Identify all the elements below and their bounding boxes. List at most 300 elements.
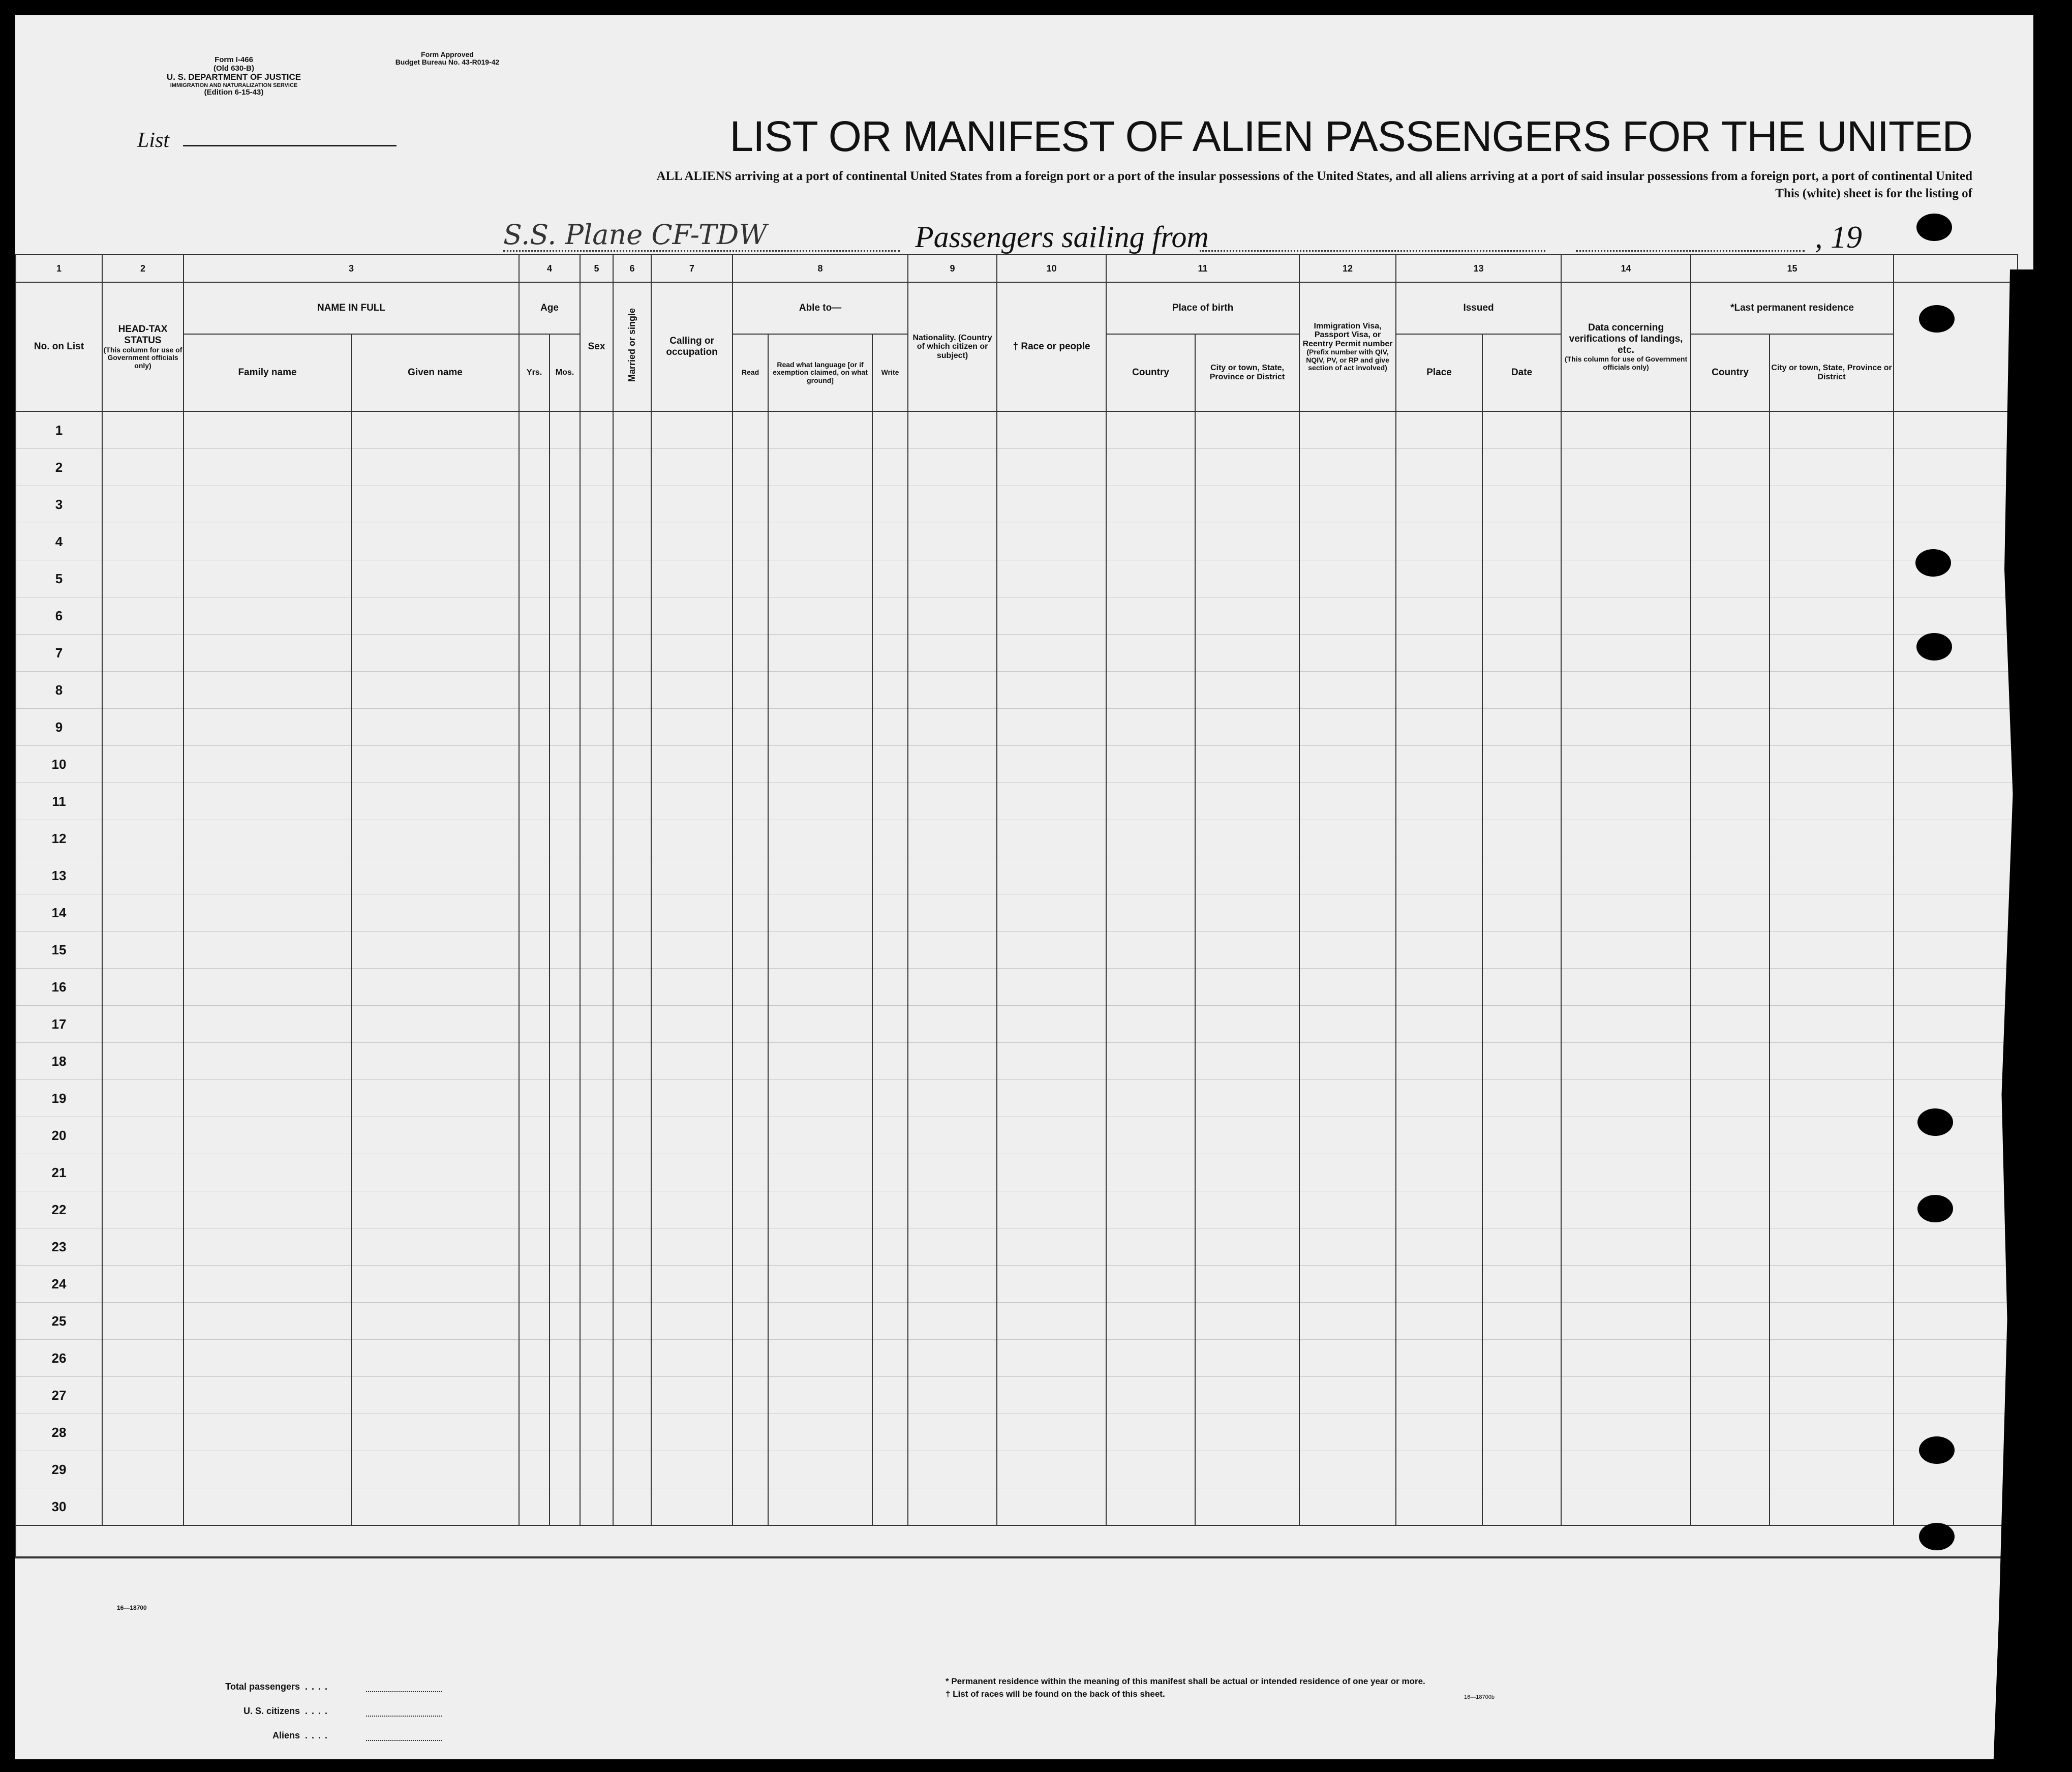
entry-cell[interactable] <box>550 1451 580 1488</box>
entry-cell[interactable] <box>580 1451 613 1488</box>
entry-cell[interactable] <box>1894 783 2018 820</box>
entry-cell[interactable] <box>1299 1303 1396 1340</box>
entry-cell[interactable] <box>1894 820 2018 857</box>
entry-cell[interactable] <box>908 1414 997 1451</box>
entry-cell[interactable] <box>768 1006 872 1043</box>
entry-cell[interactable] <box>519 1191 550 1228</box>
entry-cell[interactable] <box>102 1340 184 1377</box>
entry-cell[interactable] <box>550 1228 580 1266</box>
entry-cell[interactable] <box>1106 1191 1195 1228</box>
entry-cell[interactable] <box>1195 1117 1299 1154</box>
entry-cell[interactable] <box>1561 1340 1691 1377</box>
entry-cell[interactable] <box>872 1191 908 1228</box>
entry-cell[interactable] <box>351 560 519 597</box>
entry-cell[interactable] <box>651 783 733 820</box>
entry-cell[interactable] <box>1106 1154 1195 1191</box>
entry-cell[interactable] <box>1396 932 1482 969</box>
entry-cell[interactable] <box>733 1377 768 1414</box>
entry-cell[interactable] <box>1396 857 1482 894</box>
entry-cell[interactable] <box>872 486 908 523</box>
entry-cell[interactable] <box>1691 1266 1770 1303</box>
entry-cell[interactable] <box>1396 1154 1482 1191</box>
entry-cell[interactable] <box>768 523 872 560</box>
entry-cell[interactable] <box>997 560 1106 597</box>
entry-cell[interactable] <box>1299 1451 1396 1488</box>
entry-cell[interactable] <box>1691 820 1770 857</box>
entry-cell[interactable] <box>1770 560 1894 597</box>
entry-cell[interactable] <box>768 1414 872 1451</box>
entry-cell[interactable] <box>997 1414 1106 1451</box>
entry-cell[interactable] <box>908 597 997 635</box>
entry-cell[interactable] <box>102 932 184 969</box>
entry-cell[interactable] <box>351 597 519 635</box>
entry-cell[interactable] <box>997 746 1106 783</box>
entry-cell[interactable] <box>768 1228 872 1266</box>
entry-cell[interactable] <box>997 857 1106 894</box>
entry-cell[interactable] <box>1561 1414 1691 1451</box>
entry-cell[interactable] <box>1299 1340 1396 1377</box>
entry-cell[interactable] <box>1770 1117 1894 1154</box>
entry-cell[interactable] <box>1482 894 1561 932</box>
entry-cell[interactable] <box>519 1414 550 1451</box>
entry-cell[interactable] <box>872 857 908 894</box>
entry-cell[interactable] <box>184 932 351 969</box>
entry-cell[interactable] <box>184 746 351 783</box>
entry-cell[interactable] <box>1561 820 1691 857</box>
entry-cell[interactable] <box>997 1117 1106 1154</box>
entry-cell[interactable] <box>1299 523 1396 560</box>
entry-cell[interactable] <box>1770 894 1894 932</box>
entry-cell[interactable] <box>351 1377 519 1414</box>
entry-cell[interactable] <box>733 1488 768 1526</box>
entry-cell[interactable] <box>519 1080 550 1117</box>
entry-cell[interactable] <box>768 857 872 894</box>
entry-cell[interactable] <box>1482 1006 1561 1043</box>
entry-cell[interactable] <box>1561 523 1691 560</box>
entry-cell[interactable] <box>519 486 550 523</box>
entry-cell[interactable] <box>184 969 351 1006</box>
entry-cell[interactable] <box>613 635 651 672</box>
entry-cell[interactable] <box>1396 746 1482 783</box>
entry-cell[interactable] <box>651 449 733 486</box>
entry-cell[interactable] <box>613 1080 651 1117</box>
entry-cell[interactable] <box>1396 1043 1482 1080</box>
entry-cell[interactable] <box>1195 1377 1299 1414</box>
entry-cell[interactable] <box>1396 894 1482 932</box>
entry-cell[interactable] <box>1770 486 1894 523</box>
entry-cell[interactable] <box>1106 932 1195 969</box>
entry-cell[interactable] <box>1691 969 1770 1006</box>
entry-cell[interactable] <box>580 1303 613 1340</box>
list-number-field[interactable] <box>183 145 397 146</box>
entry-cell[interactable] <box>908 1006 997 1043</box>
entry-cell[interactable] <box>580 1006 613 1043</box>
entry-cell[interactable] <box>184 1340 351 1377</box>
entry-cell[interactable] <box>651 820 733 857</box>
entry-cell[interactable] <box>733 635 768 672</box>
entry-cell[interactable] <box>872 1080 908 1117</box>
entry-cell[interactable] <box>550 560 580 597</box>
entry-cell[interactable] <box>1106 1488 1195 1526</box>
entry-cell[interactable] <box>768 449 872 486</box>
entry-cell[interactable] <box>1894 560 2018 597</box>
entry-cell[interactable] <box>1770 857 1894 894</box>
entry-cell[interactable] <box>1561 672 1691 709</box>
entry-cell[interactable] <box>1482 560 1561 597</box>
entry-cell[interactable] <box>1482 1154 1561 1191</box>
entry-cell[interactable] <box>1691 672 1770 709</box>
entry-cell[interactable] <box>184 820 351 857</box>
entry-cell[interactable] <box>1195 1006 1299 1043</box>
entry-cell[interactable] <box>1195 894 1299 932</box>
entry-cell[interactable] <box>550 486 580 523</box>
entry-cell[interactable] <box>997 820 1106 857</box>
entry-cell[interactable] <box>580 894 613 932</box>
entry-cell[interactable] <box>550 1414 580 1451</box>
entry-cell[interactable] <box>1561 486 1691 523</box>
entry-cell[interactable] <box>1396 449 1482 486</box>
entry-cell[interactable] <box>872 1117 908 1154</box>
entry-cell[interactable] <box>1894 1451 2018 1488</box>
entry-cell[interactable] <box>580 1488 613 1526</box>
entry-cell[interactable] <box>733 597 768 635</box>
entry-cell[interactable] <box>1770 1266 1894 1303</box>
entry-cell[interactable] <box>184 709 351 746</box>
entry-cell[interactable] <box>651 1006 733 1043</box>
entry-cell[interactable] <box>519 560 550 597</box>
entry-cell[interactable] <box>519 597 550 635</box>
entry-cell[interactable] <box>733 1340 768 1377</box>
entry-cell[interactable] <box>733 560 768 597</box>
entry-cell[interactable] <box>1482 1340 1561 1377</box>
entry-cell[interactable] <box>1482 1303 1561 1340</box>
entry-cell[interactable] <box>1195 1451 1299 1488</box>
entry-cell[interactable] <box>1299 1080 1396 1117</box>
entry-cell[interactable] <box>1482 411 1561 449</box>
entry-cell[interactable] <box>768 597 872 635</box>
entry-cell[interactable] <box>1770 1488 1894 1526</box>
entry-cell[interactable] <box>1691 486 1770 523</box>
entry-cell[interactable] <box>1299 783 1396 820</box>
entry-cell[interactable] <box>613 783 651 820</box>
entry-cell[interactable] <box>613 894 651 932</box>
entry-cell[interactable] <box>1770 709 1894 746</box>
entry-cell[interactable] <box>733 857 768 894</box>
entry-cell[interactable] <box>519 1303 550 1340</box>
entry-cell[interactable] <box>1396 783 1482 820</box>
entry-cell[interactable] <box>1770 597 1894 635</box>
entry-cell[interactable] <box>872 746 908 783</box>
entry-cell[interactable] <box>613 1414 651 1451</box>
entry-cell[interactable] <box>1894 1340 2018 1377</box>
entry-cell[interactable] <box>1561 857 1691 894</box>
entry-cell[interactable] <box>997 523 1106 560</box>
entry-cell[interactable] <box>1561 1006 1691 1043</box>
entry-cell[interactable] <box>1561 1080 1691 1117</box>
entry-cell[interactable] <box>908 635 997 672</box>
entry-cell[interactable] <box>1195 1303 1299 1340</box>
entry-cell[interactable] <box>872 1006 908 1043</box>
entry-cell[interactable] <box>997 1154 1106 1191</box>
entry-cell[interactable] <box>519 1340 550 1377</box>
entry-cell[interactable] <box>102 1266 184 1303</box>
entry-cell[interactable] <box>1894 1266 2018 1303</box>
entry-cell[interactable] <box>733 1414 768 1451</box>
entry-cell[interactable] <box>733 932 768 969</box>
entry-cell[interactable] <box>613 1154 651 1191</box>
entry-cell[interactable] <box>519 1488 550 1526</box>
entry-cell[interactable] <box>1894 1377 2018 1414</box>
entry-cell[interactable] <box>613 820 651 857</box>
entry-cell[interactable] <box>651 1266 733 1303</box>
entry-cell[interactable] <box>768 1340 872 1377</box>
entry-cell[interactable] <box>351 1488 519 1526</box>
entry-cell[interactable] <box>1691 1080 1770 1117</box>
entry-cell[interactable] <box>580 672 613 709</box>
entry-cell[interactable] <box>1894 1488 2018 1526</box>
entry-cell[interactable] <box>1561 1377 1691 1414</box>
entry-cell[interactable] <box>768 783 872 820</box>
entry-cell[interactable] <box>1482 1451 1561 1488</box>
entry-cell[interactable] <box>1770 783 1894 820</box>
entry-cell[interactable] <box>519 523 550 560</box>
entry-cell[interactable] <box>1691 709 1770 746</box>
entry-cell[interactable] <box>102 597 184 635</box>
entry-cell[interactable] <box>1299 486 1396 523</box>
entry-cell[interactable] <box>351 1414 519 1451</box>
entry-cell[interactable] <box>184 1006 351 1043</box>
entry-cell[interactable] <box>1195 1228 1299 1266</box>
entry-cell[interactable] <box>184 1451 351 1488</box>
entry-cell[interactable] <box>580 449 613 486</box>
entry-cell[interactable] <box>1894 1006 2018 1043</box>
entry-cell[interactable] <box>733 1080 768 1117</box>
entry-cell[interactable] <box>550 709 580 746</box>
entry-cell[interactable] <box>550 597 580 635</box>
entry-cell[interactable] <box>908 1117 997 1154</box>
entry-cell[interactable] <box>872 1451 908 1488</box>
entry-cell[interactable] <box>102 486 184 523</box>
entry-cell[interactable] <box>997 1080 1106 1117</box>
entry-cell[interactable] <box>997 894 1106 932</box>
entry-cell[interactable] <box>1691 1303 1770 1340</box>
entry-cell[interactable] <box>580 746 613 783</box>
entry-cell[interactable] <box>102 560 184 597</box>
entry-cell[interactable] <box>1894 1117 2018 1154</box>
entry-cell[interactable] <box>1561 1154 1691 1191</box>
entry-cell[interactable] <box>1561 1117 1691 1154</box>
entry-cell[interactable] <box>1561 1303 1691 1340</box>
entry-cell[interactable] <box>102 1191 184 1228</box>
entry-cell[interactable] <box>1770 411 1894 449</box>
entry-cell[interactable] <box>613 932 651 969</box>
entry-cell[interactable] <box>1770 820 1894 857</box>
entry-cell[interactable] <box>351 1228 519 1266</box>
entry-cell[interactable] <box>519 783 550 820</box>
entry-cell[interactable] <box>1770 672 1894 709</box>
entry-cell[interactable] <box>1691 746 1770 783</box>
entry-cell[interactable] <box>1299 1377 1396 1414</box>
entry-cell[interactable] <box>550 1340 580 1377</box>
entry-cell[interactable] <box>1770 523 1894 560</box>
entry-cell[interactable] <box>351 449 519 486</box>
entry-cell[interactable] <box>1299 932 1396 969</box>
entry-cell[interactable] <box>733 1228 768 1266</box>
entry-cell[interactable] <box>651 597 733 635</box>
entry-cell[interactable] <box>768 820 872 857</box>
entry-cell[interactable] <box>1299 1154 1396 1191</box>
entry-cell[interactable] <box>580 709 613 746</box>
entry-cell[interactable] <box>1894 1191 2018 1228</box>
entry-cell[interactable] <box>1106 597 1195 635</box>
entry-cell[interactable] <box>1195 1043 1299 1080</box>
entry-cell[interactable] <box>768 709 872 746</box>
entry-cell[interactable] <box>1106 1117 1195 1154</box>
entry-cell[interactable] <box>1770 1377 1894 1414</box>
entry-cell[interactable] <box>1770 449 1894 486</box>
entry-cell[interactable] <box>872 1043 908 1080</box>
entry-cell[interactable] <box>768 411 872 449</box>
entry-cell[interactable] <box>1482 486 1561 523</box>
entry-cell[interactable] <box>550 894 580 932</box>
entry-cell[interactable] <box>102 672 184 709</box>
entry-cell[interactable] <box>1561 746 1691 783</box>
entry-cell[interactable] <box>651 523 733 560</box>
entry-cell[interactable] <box>550 1043 580 1080</box>
entry-cell[interactable] <box>872 894 908 932</box>
entry-cell[interactable] <box>1299 820 1396 857</box>
entry-cell[interactable] <box>1691 635 1770 672</box>
entry-cell[interactable] <box>102 857 184 894</box>
entry-cell[interactable] <box>1299 1228 1396 1266</box>
entry-cell[interactable] <box>1396 1451 1482 1488</box>
entry-cell[interactable] <box>519 894 550 932</box>
entry-cell[interactable] <box>997 597 1106 635</box>
entry-cell[interactable] <box>1299 449 1396 486</box>
entry-cell[interactable] <box>1106 1266 1195 1303</box>
entry-cell[interactable] <box>872 1414 908 1451</box>
entry-cell[interactable] <box>1299 411 1396 449</box>
entry-cell[interactable] <box>580 1117 613 1154</box>
entry-cell[interactable] <box>1770 969 1894 1006</box>
entry-cell[interactable] <box>1299 1043 1396 1080</box>
entry-cell[interactable] <box>1195 746 1299 783</box>
entry-cell[interactable] <box>1396 1080 1482 1117</box>
entry-cell[interactable] <box>1561 932 1691 969</box>
entry-cell[interactable] <box>1482 635 1561 672</box>
entry-cell[interactable] <box>102 1117 184 1154</box>
entry-cell[interactable] <box>351 1191 519 1228</box>
entry-cell[interactable] <box>1396 1340 1482 1377</box>
entry-cell[interactable] <box>580 932 613 969</box>
entry-cell[interactable] <box>1561 1228 1691 1266</box>
entry-cell[interactable] <box>1894 969 2018 1006</box>
entry-cell[interactable] <box>613 1191 651 1228</box>
entry-cell[interactable] <box>733 894 768 932</box>
entry-cell[interactable] <box>519 1451 550 1488</box>
entry-cell[interactable] <box>733 1006 768 1043</box>
entry-cell[interactable] <box>908 932 997 969</box>
entry-cell[interactable] <box>1482 857 1561 894</box>
entry-cell[interactable] <box>102 523 184 560</box>
entry-cell[interactable] <box>102 1303 184 1340</box>
entry-cell[interactable] <box>580 820 613 857</box>
entry-cell[interactable] <box>733 1154 768 1191</box>
entry-cell[interactable] <box>733 672 768 709</box>
entry-cell[interactable] <box>1482 1191 1561 1228</box>
entry-cell[interactable] <box>997 1488 1106 1526</box>
entry-cell[interactable] <box>997 1191 1106 1228</box>
entry-cell[interactable] <box>351 783 519 820</box>
entry-cell[interactable] <box>184 672 351 709</box>
entry-cell[interactable] <box>1195 486 1299 523</box>
entry-cell[interactable] <box>613 449 651 486</box>
entry-cell[interactable] <box>351 894 519 932</box>
entry-cell[interactable] <box>872 635 908 672</box>
entry-cell[interactable] <box>733 1043 768 1080</box>
entry-cell[interactable] <box>102 969 184 1006</box>
entry-cell[interactable] <box>184 560 351 597</box>
entry-cell[interactable] <box>351 1266 519 1303</box>
aliens-field[interactable] <box>366 1740 442 1741</box>
entry-cell[interactable] <box>1691 1117 1770 1154</box>
entry-cell[interactable] <box>102 411 184 449</box>
entry-cell[interactable] <box>997 932 1106 969</box>
entry-cell[interactable] <box>1299 894 1396 932</box>
entry-cell[interactable] <box>1195 560 1299 597</box>
entry-cell[interactable] <box>768 672 872 709</box>
entry-cell[interactable] <box>1106 560 1195 597</box>
entry-cell[interactable] <box>351 1303 519 1340</box>
entry-cell[interactable] <box>908 1266 997 1303</box>
entry-cell[interactable] <box>550 969 580 1006</box>
entry-cell[interactable] <box>1299 597 1396 635</box>
entry-cell[interactable] <box>1195 1266 1299 1303</box>
entry-cell[interactable] <box>1894 1154 2018 1191</box>
entry-cell[interactable] <box>1691 1340 1770 1377</box>
entry-cell[interactable] <box>872 1488 908 1526</box>
entry-cell[interactable] <box>1482 783 1561 820</box>
entry-cell[interactable] <box>613 1266 651 1303</box>
entry-cell[interactable] <box>351 857 519 894</box>
entry-cell[interactable] <box>997 1006 1106 1043</box>
entry-cell[interactable] <box>1691 560 1770 597</box>
entry-cell[interactable] <box>1195 1080 1299 1117</box>
entry-cell[interactable] <box>1561 709 1691 746</box>
entry-cell[interactable] <box>768 894 872 932</box>
entry-cell[interactable] <box>1770 932 1894 969</box>
entry-cell[interactable] <box>908 1080 997 1117</box>
entry-cell[interactable] <box>184 1080 351 1117</box>
entry-cell[interactable] <box>351 523 519 560</box>
entry-cell[interactable] <box>908 1191 997 1228</box>
entry-cell[interactable] <box>519 709 550 746</box>
entry-cell[interactable] <box>613 1377 651 1414</box>
entry-cell[interactable] <box>651 1080 733 1117</box>
entry-cell[interactable] <box>550 672 580 709</box>
entry-cell[interactable] <box>872 672 908 709</box>
entry-cell[interactable] <box>908 857 997 894</box>
entry-cell[interactable] <box>1482 709 1561 746</box>
entry-cell[interactable] <box>651 1117 733 1154</box>
entry-cell[interactable] <box>1299 1191 1396 1228</box>
total-passengers-field[interactable] <box>366 1691 442 1692</box>
entry-cell[interactable] <box>1195 1414 1299 1451</box>
entry-cell[interactable] <box>550 820 580 857</box>
entry-cell[interactable] <box>1770 1228 1894 1266</box>
entry-cell[interactable] <box>651 486 733 523</box>
entry-cell[interactable] <box>1106 783 1195 820</box>
